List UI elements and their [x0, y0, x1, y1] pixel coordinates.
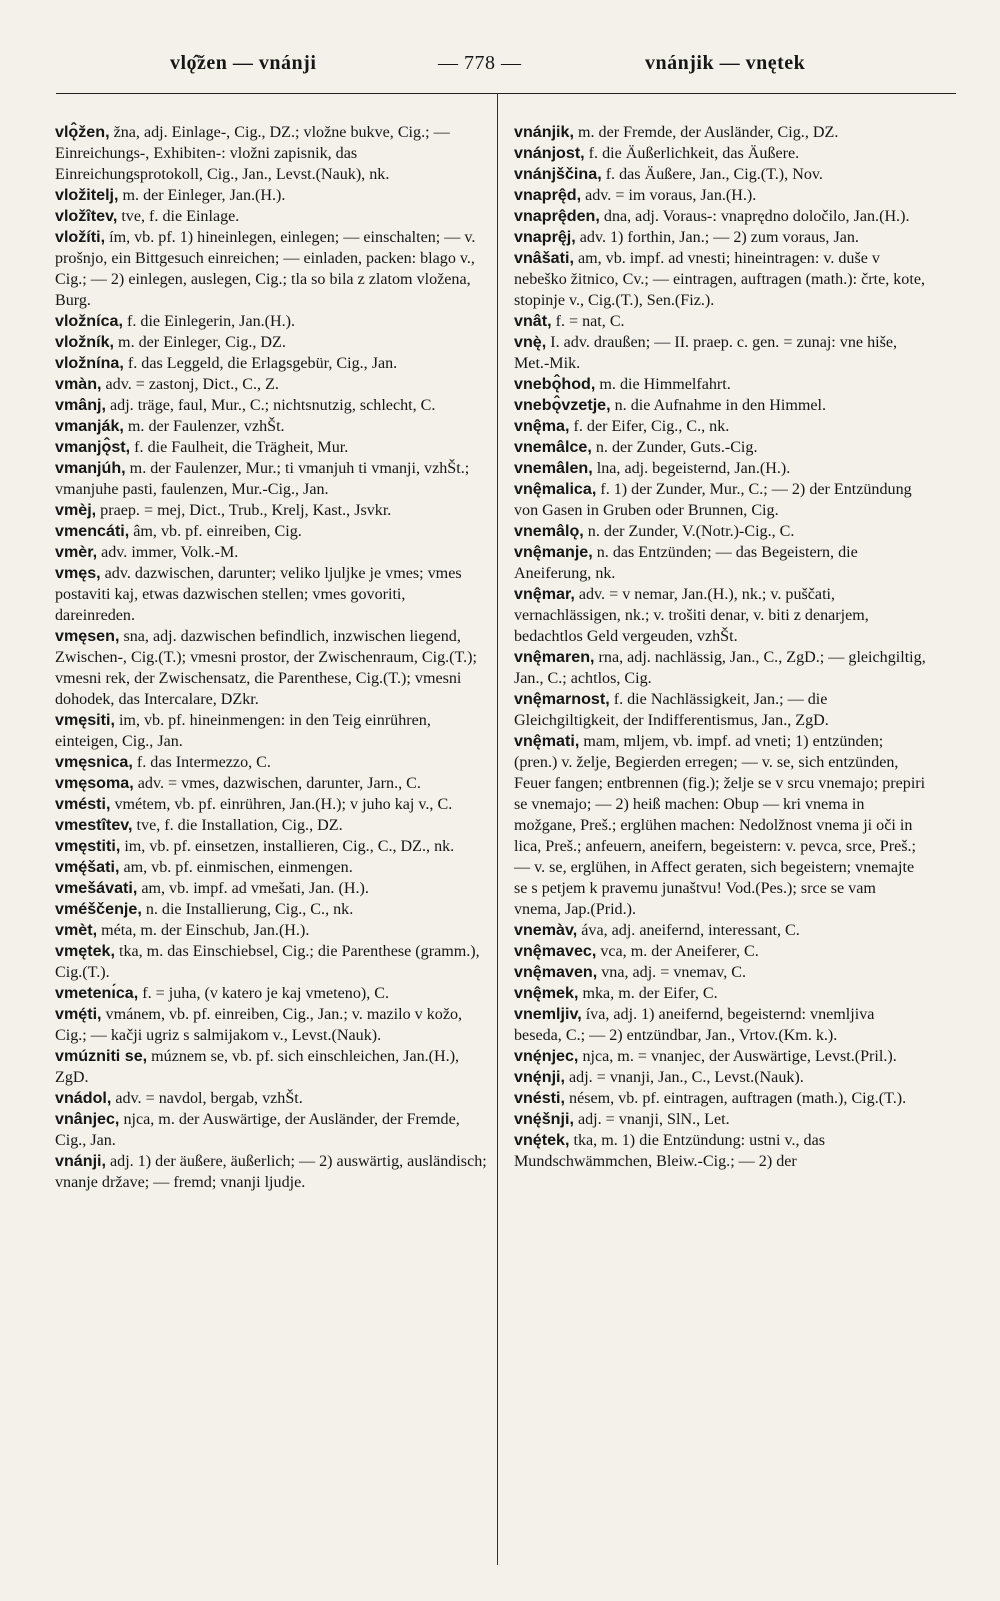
- entry-definition: n. der Zunder, V.(Notr.)-Cig., C.: [583, 523, 795, 540]
- entry-headword: vnâšati,: [514, 249, 574, 267]
- dictionary-entry: [514, 731, 926, 920]
- entry-definition: adj. träge, faul, Mur., C.; nichtsnutzig, schlecht, C.: [106, 397, 436, 414]
- entry-definition: rna, adj. nachlässig, Jan., C., ZgD.; — gleichgiltig, Jan., C.; achtlos, Cig.: [514, 649, 926, 687]
- entry-headword: vnánjost,: [514, 144, 585, 162]
- dictionary-entry: [55, 794, 488, 815]
- entry-definition: f. = nat, C.: [551, 313, 625, 330]
- entry-headword: vnę̀,: [514, 333, 547, 351]
- entry-headword: vlǫ̂žen,: [55, 123, 110, 141]
- dictionary-entry: [55, 878, 488, 899]
- entry-definition: vmétem, vb. pf. einrühren, Jan.(H.); v juho kaj v., C.: [110, 796, 453, 813]
- entry-definition: adv. dazwischen, darunter; veliko ljuljke je vmes; vmes postaviti kaj, etwas dazwischen stellen; vmes govoriti, dareinreden.: [55, 565, 462, 624]
- entry-definition: n. der Zunder, Guts.-Cig.: [591, 439, 758, 456]
- page-header: [0, 52, 1000, 86]
- entry-definition: n. die Aufnahme in den Himmel.: [610, 397, 827, 414]
- entry-definition: f. 1) der Zunder, Mur., C.; — 2) der Entzündung von Gasen in Gruben oder Brunnen, Cig.: [514, 481, 912, 519]
- entry-definition: mka, m. der Eifer, C.: [578, 985, 718, 1002]
- dictionary-entry: [55, 1151, 488, 1193]
- entry-headword: vnę̂marnost,: [514, 690, 610, 708]
- dictionary-entry: [55, 542, 488, 563]
- dictionary-entry: [55, 521, 488, 542]
- dictionary-entry: [514, 521, 926, 542]
- dictionary-entry: [514, 1109, 926, 1130]
- dictionary-entry: [514, 584, 926, 647]
- entry-headword: vnânjec,: [55, 1110, 120, 1128]
- entry-headword: vnemâlen,: [514, 459, 593, 477]
- entry-definition: am, vb. impf. ad vmešati, Jan. (H.).: [137, 880, 369, 897]
- dictionary-entry: [55, 773, 488, 794]
- entry-definition: m. der Fremde, der Ausländer, Cig., DZ.: [573, 124, 839, 141]
- entry-definition: adj. = vnanji, Jan., C., Levst.(Nauk).: [564, 1069, 804, 1086]
- entry-headword: vnę́tek,: [514, 1131, 570, 1149]
- entry-definition: tka, m. das Einschiebsel, Cig.; die Parenthese (gramm.), Cig.(T.).: [55, 943, 480, 981]
- entry-definition: am, vb. pf. einmischen, einmengen.: [119, 859, 353, 876]
- dictionary-entry: [55, 437, 488, 458]
- dictionary-entry: [55, 185, 488, 206]
- entry-definition: adv. = zastonj, Dict., C., Z.: [101, 376, 279, 393]
- dictionary-entry: [55, 416, 488, 437]
- entry-headword: vmęstiti,: [55, 837, 121, 855]
- dictionary-entry: [514, 1130, 926, 1172]
- entry-headword: vmę́ti,: [55, 1005, 102, 1023]
- entry-headword: vložíti,: [55, 228, 106, 246]
- entry-definition: mam, mljem, vb. impf. ad vneti; 1) entzünden; (pren.) v. želje, Begierden erregen; — v. se, sich entzünden, Feuer fangen; entbrennen (fig.); želje se v srcu vnemajo; prepiri se vnemajo; — 2) heiß machen: Obup — kri vnema in možgane, Preš.; erglühen machen: Nedolžnost vnema ji oči in lica, Preš.; anfeuern, aneifern, begeistern: v. pevca, srce, Preš.; — v. se, erglühen, in Affect geraten, sich begeistern; vnemajte se s petjem k pravemu junaštvu! Vod.(Pes.); srce se vam vnema, Jap.(Prid.).: [514, 733, 926, 918]
- dictionary-entry: [514, 332, 926, 374]
- dictionary-entry: [55, 1088, 488, 1109]
- entry-headword: vnę́njec,: [514, 1047, 579, 1065]
- header-rule: [56, 93, 956, 94]
- dictionary-entry: [55, 899, 488, 920]
- entry-headword: vnę̂mavec,: [514, 942, 597, 960]
- entry-definition: adv. 1) forthin, Jan.; — 2) zum voraus, Jan.: [575, 229, 859, 246]
- dictionary-entry: [514, 164, 926, 185]
- entry-headword: vmanjúh,: [55, 459, 126, 477]
- entry-headword: vmešávati,: [55, 879, 138, 897]
- entry-definition: am, vb. impf. ad vnesti; hineintragen: v. duše v nebeško žitnico, Cv.; — eintragen, auftragen (math.): črte, kote, stopinje v., Cig.(T.), Sen.(Fiz.).: [514, 250, 925, 309]
- entry-definition: âm, vb. pf. einreiben, Cig.: [129, 523, 302, 540]
- dictionary-entry: [514, 416, 926, 437]
- entry-headword: vmésti,: [55, 795, 111, 813]
- entry-headword: vmestîtev,: [55, 816, 133, 834]
- entry-headword: vmúzniti se,: [55, 1047, 148, 1065]
- entry-headword: vnánjščina,: [514, 165, 602, 183]
- entry-definition: m. die Himmelfahrt.: [595, 376, 731, 393]
- entry-headword: vmanjǫ̂st,: [55, 438, 131, 456]
- entry-definition: adv. = navdol, bergab, vzhŠt.: [111, 1090, 303, 1107]
- entry-headword: vmèr,: [55, 543, 98, 561]
- entry-definition: im, vb. pf. einsetzen, installieren, Cig., C., DZ., nk.: [120, 838, 455, 855]
- entry-definition: adv. = im voraus, Jan.(H.).: [581, 187, 757, 204]
- entry-headword: vnę̂ma,: [514, 417, 570, 435]
- entry-headword: vnę̂mati,: [514, 732, 580, 750]
- entry-headword: vmęsoma,: [55, 774, 134, 792]
- page-number: — 778 —: [438, 52, 522, 74]
- entry-definition: sna, adj. dazwischen befindlich, inzwischen liegend, Zwischen-, Cig.(T.); vmesni prostor, der Zwischenraum, Cig.(T.); vmesni rek, der Zwischensatz, die Parenthese, Cig.(T.); vmesni dohodek, das Intercalare, DZkr.: [55, 628, 478, 708]
- entry-definition: žna, adj. Einlage-, Cig., DZ.; vložne bukve, Cig.; — Einreichungs-, Exhibiten-: vložni zapisnik, das Einreichungsprotokoll, Cig., Jan., Levst.(Nauk), nk.: [55, 124, 450, 183]
- dictionary-entry: [55, 353, 488, 374]
- dictionary-entry: [55, 122, 488, 185]
- dictionary-entry: [55, 311, 488, 332]
- entry-headword: vnánji,: [55, 1152, 106, 1170]
- entry-headword: vnę̂mar,: [514, 585, 575, 603]
- entry-headword: vmèt,: [55, 921, 98, 939]
- entry-definition: vna, adj. = vnemav, C.: [597, 964, 747, 981]
- entry-headword: vmętek,: [55, 942, 115, 960]
- entry-definition: áva, adj. aneifernd, interessant, C.: [577, 922, 800, 939]
- entry-headword: vložník,: [55, 333, 115, 351]
- dictionary-entry: [514, 227, 926, 248]
- entry-headword: vnę́nji,: [514, 1068, 565, 1086]
- entry-headword: vmęsen,: [55, 627, 120, 645]
- entry-headword: vnemàv,: [514, 921, 578, 939]
- entry-headword: vnât,: [514, 312, 552, 330]
- entry-headword: vnebǫ̂vzetje,: [514, 396, 611, 414]
- entry-headword: vložîtev,: [55, 207, 118, 225]
- entry-headword: vnaprę̂j,: [514, 228, 576, 246]
- dictionary-entry: [55, 752, 488, 773]
- dictionary-entry: [55, 815, 488, 836]
- dictionary-entry: [514, 311, 926, 332]
- dictionary-entry: [55, 227, 488, 311]
- dictionary-entry: [55, 1046, 488, 1088]
- entry-definition: I. adv. draußen; — II. praep. c. gen. = zunaj: vne hiše, Met.-Mik.: [514, 334, 898, 372]
- dictionary-entry: [514, 437, 926, 458]
- entry-headword: vložnína,: [55, 354, 124, 372]
- entry-headword: vnę̂maven,: [514, 963, 598, 981]
- dictionary-entry: [55, 563, 488, 626]
- entry-definition: njca, m. = vnanjec, der Auswärtige, Levst.(Pril.).: [578, 1048, 897, 1065]
- dictionary-entry: [514, 206, 926, 227]
- dictionary-entry: [514, 983, 926, 1004]
- dictionary-entry: [514, 185, 926, 206]
- entry-definition: f. das Intermezzo, C.: [132, 754, 271, 771]
- entry-definition: f. das Leggeld, die Erlagsgebür, Cig., Jan.: [123, 355, 398, 372]
- entry-definition: f. die Nachlässigkeit, Jan.; — die Gleichgiltigkeit, der Indifferentismus, Jan., ZgD.: [514, 691, 829, 729]
- entry-definition: m. der Faulenzer, Mur.; ti vmanjuh ti vmanji, vzhŠt.; vmanjuhe pasti, faulenzen, Mur.-Cig., Jan.: [55, 460, 470, 498]
- entry-definition: f. die Faulheit, die Trägheit, Mur.: [130, 439, 349, 456]
- entry-headword: vmetenı́ca,: [55, 984, 139, 1002]
- entry-headword: vnemâlce,: [514, 438, 592, 456]
- dictionary-entry: [55, 941, 488, 983]
- entry-headword: vnę̂malica,: [514, 480, 597, 498]
- entry-headword: vnaprę̂d,: [514, 186, 582, 204]
- dictionary-entry: [55, 500, 488, 521]
- entry-definition: f. die Äußerlichkeit, das Äußere.: [584, 145, 800, 162]
- entry-definition: praep. = mej, Dict., Trub., Krelj, Kast., Jsvkr.: [96, 502, 392, 519]
- entry-headword: vmânj,: [55, 396, 106, 414]
- dictionary-entry: [55, 458, 488, 500]
- entry-headword: vmęs,: [55, 564, 101, 582]
- entry-definition: f. das Äußere, Jan., Cig.(T.), Nov.: [601, 166, 823, 183]
- dictionary-entry: [514, 1004, 926, 1046]
- entry-definition: vmánem, vb. pf. einreiben, Cig., Jan.; v. mazilo v kožo, Cig.; — kačji ugriz s salmijakom v., Levst.(Nauk).: [55, 1006, 463, 1044]
- entry-headword: vmencáti,: [55, 522, 130, 540]
- entry-headword: vnę̂manje,: [514, 543, 593, 561]
- dictionary-entry: [514, 458, 926, 479]
- dictionary-entry: [55, 983, 488, 1004]
- dictionary-entry: [514, 374, 926, 395]
- dictionary-entry: [514, 920, 926, 941]
- entry-definition: adv. immer, Volk.-M.: [97, 544, 239, 561]
- dictionary-entry: [55, 857, 488, 878]
- entry-headword: vmęsnica,: [55, 753, 133, 771]
- entry-definition: ím, vb. pf. 1) hineinlegen, einlegen; — einschalten; — v. prošnjo, ein Bittgesuch einreichen; — einladen, packen: blago v., Cig.; — 2) einlegen, auslegen, Cig.; tla so bila z zlatom vložena, Burg.: [55, 229, 476, 309]
- entry-headword: vnemâlǫ,: [514, 522, 584, 540]
- entry-headword: vmę́šati,: [55, 858, 120, 876]
- entry-definition: f. = juha, (v katero je kaj vmeteno), C.: [138, 985, 390, 1002]
- entry-definition: tve, f. die Installation, Cig., DZ.: [132, 817, 343, 834]
- dictionary-entry: [514, 395, 926, 416]
- dictionary-entry: [514, 122, 926, 143]
- entry-headword: vnánjik,: [514, 123, 574, 141]
- header-left-guide-words: vlǫ̂žen — vnánji: [170, 52, 317, 74]
- entry-definition: méta, m. der Einschub, Jan.(H.).: [97, 922, 310, 939]
- entry-headword: vnę̂mek,: [514, 984, 579, 1002]
- right-column: [514, 122, 926, 1172]
- dictionary-entry: [55, 206, 488, 227]
- entry-definition: lna, adj. begeisternd, Jan.(H.).: [592, 460, 791, 477]
- entry-definition: f. der Eifer, Cig., C., nk.: [569, 418, 730, 435]
- dictionary-entry: [514, 542, 926, 584]
- entry-definition: n. die Installierung, Cig., C., nk.: [141, 901, 354, 918]
- entry-headword: vnaprę̂den,: [514, 207, 600, 225]
- dictionary-entry: [55, 374, 488, 395]
- dictionary-entry: [55, 626, 488, 710]
- entry-definition: m. der Einleger, Jan.(H.).: [118, 187, 286, 204]
- dictionary-entry: [514, 479, 926, 521]
- entry-definition: múznem se, vb. pf. sich einschleichen, Jan.(H.), ZgD.: [55, 1048, 460, 1086]
- entry-headword: vmàn,: [55, 375, 102, 393]
- dictionary-entry: [514, 941, 926, 962]
- dictionary-entry: [514, 1046, 926, 1067]
- entry-headword: vnę̂maren,: [514, 648, 595, 666]
- entry-definition: njca, m. der Auswärtige, der Ausländer, der Fremde, Cig., Jan.: [55, 1111, 460, 1149]
- entry-headword: vnę́šnji,: [514, 1110, 574, 1128]
- entry-definition: tka, m. 1) die Entzündung: ustni v., das Mundschwämmchen, Bleiw.-Cig.; — 2) der: [514, 1132, 825, 1170]
- entry-definition: f. die Einlegerin, Jan.(H.).: [122, 313, 296, 330]
- entry-definition: íva, adj. 1) aneifernd, begeisternd: vnemljiva beseda, C.; — 2) entzündbar, Jan., Vrtov.(Km. k.).: [514, 1006, 875, 1044]
- entry-headword: vnemljiv,: [514, 1005, 582, 1023]
- dictionary-entry: [514, 1067, 926, 1088]
- entry-definition: adj. = vnanji, SlN., Let.: [573, 1111, 730, 1128]
- entry-definition: tve, f. die Einlage.: [117, 208, 240, 225]
- entry-headword: vložitelj,: [55, 186, 119, 204]
- entry-definition: nésem, vb. pf. eintragen, auftragen (math.), Cig.(T.).: [565, 1090, 907, 1107]
- entry-headword: vmèj,: [55, 501, 97, 519]
- dictionary-entry: [55, 836, 488, 857]
- entry-definition: m. der Faulenzer, vzhŠt.: [123, 418, 285, 435]
- dictionary-entry: [55, 395, 488, 416]
- entry-headword: vméščenje,: [55, 900, 142, 918]
- header-right-guide-words: vnánjik — vnętek: [645, 52, 806, 74]
- entry-definition: im, vb. pf. hineinmengen: in den Teig einrühren, einteigen, Cig., Jan.: [55, 712, 431, 750]
- dictionary-entry: [55, 1109, 488, 1151]
- dictionary-entry: [55, 1004, 488, 1046]
- entry-definition: adj. 1) der äußere, äußerlich; — 2) auswärtig, ausländisch; vnanje države; — fremd; vnanji ljudje.: [55, 1153, 487, 1191]
- entry-headword: vložníca,: [55, 312, 123, 330]
- entry-headword: vnésti,: [514, 1089, 565, 1107]
- dictionary-entry: [514, 248, 926, 311]
- dictionary-entry: [514, 689, 926, 731]
- entry-headword: vmanják,: [55, 417, 124, 435]
- dictionary-entry: [514, 647, 926, 689]
- entry-headword: vnádol,: [55, 1089, 112, 1107]
- column-divider: [497, 93, 498, 1565]
- dictionary-entry: [514, 962, 926, 983]
- entry-definition: m. der Einleger, Cig., DZ.: [114, 334, 286, 351]
- entry-definition: vca, m. der Aneiferer, C.: [596, 943, 759, 960]
- entry-definition: dna, adj. Voraus-: vnaprędno določilo, Jan.(H.).: [599, 208, 910, 225]
- entry-definition: adv. = v nemar, Jan.(H.), nk.; v. puščati, vernachlässigen, nk.; v. trošiti denar, v. biti z denarjem, bedachtlos Geld vergeuden, vzhŠt.: [514, 586, 869, 645]
- entry-definition: n. das Entzünden; — das Begeistern, die Aneiferung, nk.: [514, 544, 858, 582]
- dictionary-entry: [514, 1088, 926, 1109]
- entry-headword: vnebǫ̂hod,: [514, 375, 596, 393]
- entry-definition: adv. = vmes, dazwischen, darunter, Jarn., C.: [133, 775, 421, 792]
- left-column: [55, 122, 488, 1193]
- entry-headword: vmęsiti,: [55, 711, 115, 729]
- dictionary-entry: [55, 920, 488, 941]
- dictionary-entry: [55, 332, 488, 353]
- dictionary-entry: [514, 143, 926, 164]
- dictionary-entry: [55, 710, 488, 752]
